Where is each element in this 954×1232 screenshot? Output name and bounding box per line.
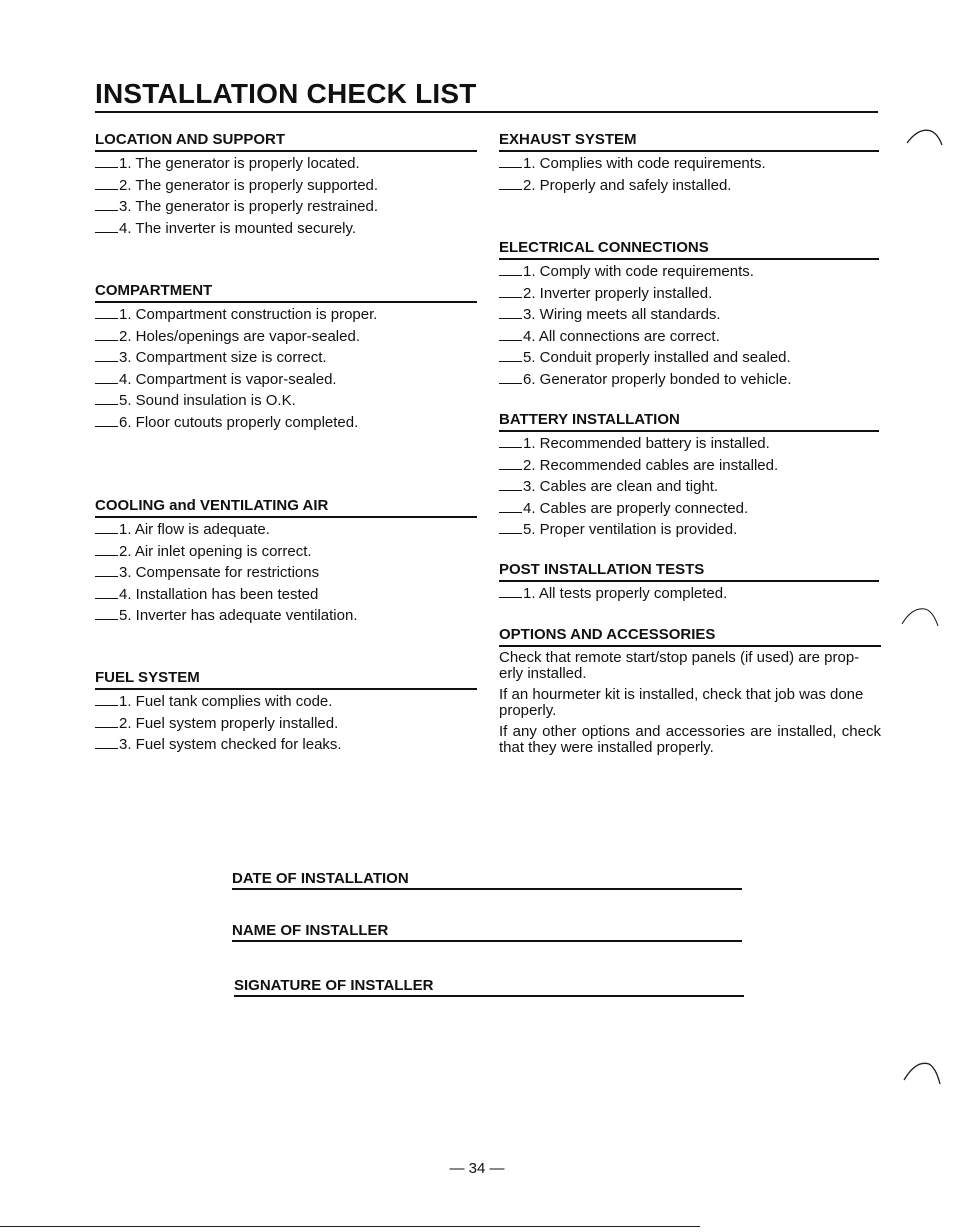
bottom-rule bbox=[0, 1226, 700, 1227]
checklist-item: 1. Comply with code requirements. bbox=[499, 261, 879, 283]
checklist-item: 6. Generator properly bonded to vehicle. bbox=[499, 369, 879, 391]
section-heading: OPTIONS AND ACCESSORIES bbox=[499, 626, 881, 647]
section-heading: FUEL SYSTEM bbox=[95, 669, 477, 690]
checklist-item: 2. Inverter properly installed. bbox=[499, 283, 879, 305]
binder-hole-mark-icon bbox=[905, 125, 945, 149]
checklist-item: 2. The generator is properly supported. bbox=[95, 175, 477, 197]
checkbox-blank[interactable] bbox=[95, 177, 118, 190]
checklist-item: 4. The inverter is mounted securely. bbox=[95, 218, 477, 240]
checklist-item: 3. Compensate for restrictions bbox=[95, 562, 477, 584]
checkbox-blank[interactable] bbox=[95, 543, 118, 556]
name-of-installer-field[interactable]: NAME OF INSTALLER bbox=[232, 922, 742, 942]
section-battery-installation bbox=[499, 411, 879, 541]
checklist-item: 1. Air flow is adequate. bbox=[95, 519, 477, 541]
section-heading: COOLING and VENTILATING AIR bbox=[95, 497, 477, 518]
section-fuel-system bbox=[95, 669, 477, 756]
checkbox-blank[interactable] bbox=[499, 585, 522, 598]
checklist-item: 4. Installation has been tested bbox=[95, 584, 477, 606]
checkbox-blank[interactable] bbox=[95, 371, 118, 384]
checklist-item: 2. Fuel system properly installed. bbox=[95, 713, 477, 735]
binder-hole-mark-icon bbox=[902, 1058, 944, 1086]
section-options-accessories bbox=[499, 626, 881, 761]
section-heading: POST INSTALLATION TESTS bbox=[499, 561, 879, 582]
options-paragraph: If an hourmeter kit is installed, check that job was done properly. bbox=[499, 686, 864, 719]
checkbox-blank[interactable] bbox=[95, 586, 118, 599]
checklist-item: 1. The generator is properly located. bbox=[95, 153, 477, 175]
section-cooling-ventilating bbox=[95, 497, 477, 627]
checkbox-blank[interactable] bbox=[499, 177, 522, 190]
checkbox-blank[interactable] bbox=[499, 328, 522, 341]
section-location-support bbox=[95, 131, 477, 239]
checkbox-blank[interactable] bbox=[95, 349, 118, 362]
checklist-item: 3. Fuel system checked for leaks. bbox=[95, 734, 477, 756]
checkbox-blank[interactable] bbox=[499, 155, 522, 168]
checkbox-blank[interactable] bbox=[499, 306, 522, 319]
checklist-item: 3. The generator is properly restrained. bbox=[95, 196, 477, 218]
checkbox-blank[interactable] bbox=[95, 414, 118, 427]
checkbox-blank[interactable] bbox=[95, 564, 118, 577]
checkbox-blank[interactable] bbox=[499, 521, 522, 534]
checklist-item: 4. Cables are properly connected. bbox=[499, 498, 879, 520]
checklist-item: 1. Fuel tank complies with code. bbox=[95, 691, 477, 713]
date-of-installation-field[interactable]: DATE OF INSTALLATION bbox=[232, 870, 742, 890]
checklist-item: 6. Floor cutouts properly completed. bbox=[95, 412, 477, 434]
checkbox-blank[interactable] bbox=[499, 263, 522, 276]
checklist-item: 5. Proper ventilation is provided. bbox=[499, 519, 879, 541]
checkbox-blank[interactable] bbox=[95, 198, 118, 211]
checkbox-blank[interactable] bbox=[499, 478, 522, 491]
checkbox-blank[interactable] bbox=[499, 435, 522, 448]
checklist-item: 4. Compartment is vapor-sealed. bbox=[95, 369, 477, 391]
checkbox-blank[interactable] bbox=[95, 220, 118, 233]
checkbox-blank[interactable] bbox=[95, 306, 118, 319]
checkbox-blank[interactable] bbox=[95, 607, 118, 620]
section-heading: LOCATION AND SUPPORT bbox=[95, 131, 477, 152]
checklist-item: 5. Conduit properly installed and sealed. bbox=[499, 347, 879, 369]
checklist-item: 3. Compartment size is correct. bbox=[95, 347, 477, 369]
checkbox-blank[interactable] bbox=[499, 349, 522, 362]
checklist-item: 2. Holes/openings are vapor-sealed. bbox=[95, 326, 477, 348]
checkbox-blank[interactable] bbox=[95, 693, 118, 706]
checkbox-blank[interactable] bbox=[499, 371, 522, 384]
checklist-item: 5. Sound insulation is O.K. bbox=[95, 390, 477, 412]
checklist-item: 2. Air inlet opening is correct. bbox=[95, 541, 477, 563]
checklist-item: 3. Cables are clean and tight. bbox=[499, 476, 879, 498]
section-post-installation-tests bbox=[499, 561, 879, 605]
checklist-item: 2. Properly and safely installed. bbox=[499, 175, 879, 197]
checkbox-blank[interactable] bbox=[95, 155, 118, 168]
checkbox-blank[interactable] bbox=[95, 736, 118, 749]
checkbox-blank[interactable] bbox=[95, 328, 118, 341]
section-compartment bbox=[95, 282, 477, 433]
signature-of-installer-field[interactable]: SIGNATURE OF INSTALLER bbox=[234, 977, 744, 997]
checklist-item: 1. All tests properly completed. bbox=[499, 583, 879, 605]
options-paragraph: Check that remote start/stop panels (if used) are prop-erly installed. bbox=[499, 649, 860, 682]
checkbox-blank[interactable] bbox=[95, 521, 118, 534]
checkbox-blank[interactable] bbox=[95, 715, 118, 728]
section-heading: ELECTRICAL CONNECTIONS bbox=[499, 239, 879, 260]
checklist-item: 1. Complies with code requirements. bbox=[499, 153, 879, 175]
checklist-item: 5. Inverter has adequate ventilation. bbox=[95, 605, 477, 627]
checkbox-blank[interactable] bbox=[499, 285, 522, 298]
checklist-item: 3. Wiring meets all standards. bbox=[499, 304, 879, 326]
checklist-item: 1. Recommended battery is installed. bbox=[499, 433, 879, 455]
section-electrical-connections bbox=[499, 239, 879, 390]
section-heading: EXHAUST SYSTEM bbox=[499, 131, 879, 152]
section-heading: COMPARTMENT bbox=[95, 282, 477, 303]
checklist-item: 2. Recommended cables are installed. bbox=[499, 455, 879, 477]
section-exhaust-system bbox=[499, 131, 879, 196]
checklist-item: 1. Compartment construction is proper. bbox=[95, 304, 477, 326]
options-paragraph: If any other options and accessories are installed, check that they were installed properly. bbox=[499, 723, 881, 756]
page-title: INSTALLATION CHECK LIST bbox=[95, 77, 878, 113]
binder-hole-mark-icon bbox=[900, 604, 942, 628]
checkbox-blank[interactable] bbox=[499, 457, 522, 470]
checkbox-blank[interactable] bbox=[499, 500, 522, 513]
section-heading: BATTERY INSTALLATION bbox=[499, 411, 879, 432]
checklist-item: 4. All connections are correct. bbox=[499, 326, 879, 348]
page-number: — 34 — bbox=[449, 1160, 505, 1177]
checkbox-blank[interactable] bbox=[95, 392, 118, 405]
